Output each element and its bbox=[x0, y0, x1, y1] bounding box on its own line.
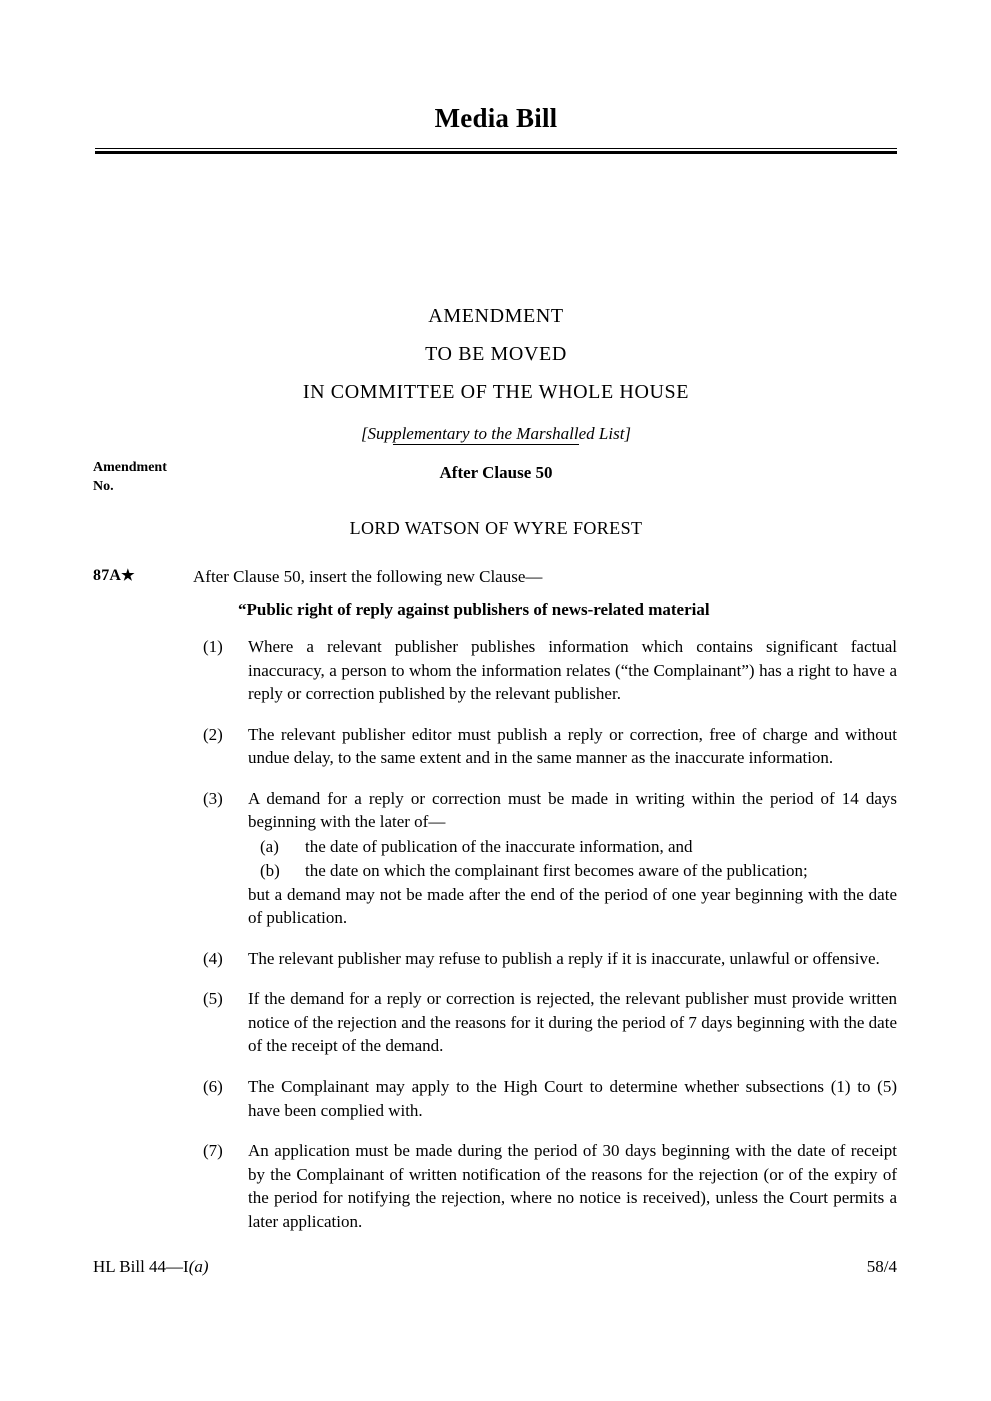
sub-item-marker: (b) bbox=[260, 861, 280, 881]
subsection-text: The Complainant may apply to the High Court to determine whether subsections (1) to (5) have been complied with. bbox=[248, 1076, 897, 1120]
subsection bbox=[193, 1075, 897, 1122]
subsection-list bbox=[193, 635, 897, 1250]
sub-item-text: the date of publication of the inaccurate information, and bbox=[305, 836, 693, 856]
insert-instruction: After Clause 50, insert the following new Clause— bbox=[193, 567, 543, 586]
amendment-no-line1: Amendment bbox=[93, 460, 167, 475]
preamble-amendment: AMENDMENT bbox=[428, 305, 564, 327]
header-double-rule bbox=[95, 148, 897, 154]
amendment-no-line2: No. bbox=[93, 478, 114, 494]
subsection bbox=[193, 987, 897, 1058]
footer-bill-number: HL Bill 44—I bbox=[93, 1257, 189, 1276]
footer-page-number: 58/4 bbox=[866, 1257, 897, 1276]
subsection-text: The relevant publisher editor must publish a reply or correction, free of charge and without undue delay, to the same extent and in the same manner as the inaccurate information. bbox=[248, 724, 897, 768]
page-title: Media Bill bbox=[434, 103, 558, 133]
sub-item-marker: (a) bbox=[260, 836, 279, 856]
sub-item-list bbox=[248, 835, 897, 883]
supplementary-prefix: [Sup bbox=[360, 424, 394, 443]
after-clause-heading: After Clause 50 bbox=[439, 463, 553, 482]
sub-item bbox=[248, 835, 897, 859]
subsection bbox=[193, 635, 897, 706]
subsection-marker: (3) bbox=[203, 788, 223, 808]
new-clause-heading: “Public right of reply against publishers of news-related material bbox=[238, 600, 710, 619]
subsection-marker: (2) bbox=[203, 724, 223, 744]
subsection-text: An application must be made during the period of 30 days beginning with the date of receipt by the Complainant of written notification of the reasons for the rejection (or of the expiry of the period for notifying the rejection, where no notice is received), unless the Court permits a later application. bbox=[248, 1141, 897, 1231]
subsection-text: Where a relevant publisher publishes information which contains significant factual inaccuracy, a person to whom the information relates (“the Complainant”) has a right to have a reply or correction published by the relevant publisher. bbox=[248, 637, 897, 704]
supplementary-suffix: ed List] bbox=[578, 424, 632, 443]
subsection bbox=[193, 947, 897, 971]
preamble-supplementary bbox=[95, 424, 897, 444]
star-icon: ★ bbox=[121, 568, 135, 584]
footer-bill-suffix: (a) bbox=[188, 1257, 209, 1276]
subsection-tail-text: but a demand may not be made after the end of the period of one year beginning with the date of publication. bbox=[248, 884, 897, 928]
sub-item bbox=[248, 859, 897, 883]
subsection-marker: (6) bbox=[203, 1076, 223, 1096]
sub-item-text: the date on which the complainant first becomes aware of the publication; bbox=[305, 861, 808, 881]
header-rule-thick bbox=[95, 151, 897, 154]
subsection-marker: (1) bbox=[203, 637, 223, 656]
subsection-text: A demand for a reply or correction must be made in writing within the period of 14 days beginning with the later of— bbox=[248, 788, 897, 832]
amendment-number-text: 87A bbox=[93, 567, 122, 584]
subsection-text: The relevant publisher may refuse to publish a reply if it is inaccurate, unlawful or offensive. bbox=[248, 948, 880, 968]
subsection-marker: (5) bbox=[203, 989, 223, 1009]
preamble-in-committee: IN COMMITTEE OF THE WHOLE HOUSE bbox=[302, 381, 690, 403]
mover-name: LORD WATSON OF WYRE FOREST bbox=[349, 518, 643, 538]
supplementary-underlined: plementary to the Marshall bbox=[393, 424, 579, 443]
subsection bbox=[193, 787, 897, 930]
preamble-to-be-moved: TO BE MOVED bbox=[425, 343, 567, 365]
subsection-marker: (7) bbox=[203, 1141, 223, 1161]
subsection-marker: (4) bbox=[203, 948, 223, 968]
amendment-number bbox=[93, 567, 135, 585]
subsection bbox=[193, 1139, 897, 1233]
header-rule-thin bbox=[95, 148, 897, 149]
subsection-text: If the demand for a reply or correction is rejected, the relevant publisher must provide written notice of the rejection and the reasons for it during the period of 7 days beginning with the date of the receipt of the demand. bbox=[248, 989, 897, 1056]
subsection bbox=[193, 723, 897, 770]
